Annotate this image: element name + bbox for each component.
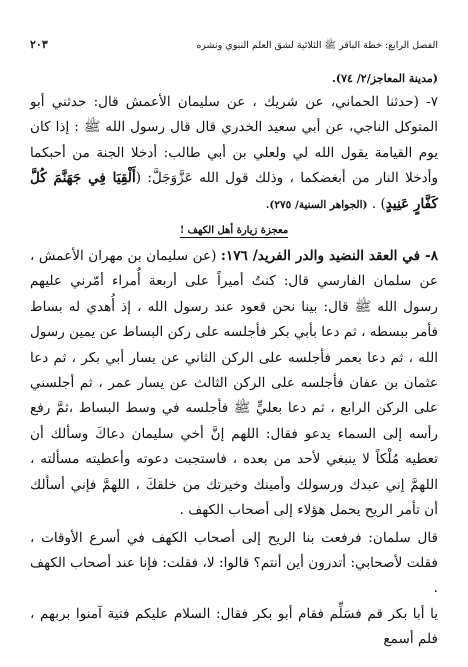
hadith-8-text: (عن سليمان بن مهران الأعمش ، عن سلمان الفارسي قال: كنتُ أميراً على أربعة أُمراء أمّرني عليهم رسول الله ﷺ قال: بينا نحن قعود عند رسول الله ، إذ أُهدي له بساط فأمر ببسطه ، ثم دعا بأبي بكر فأجلسه على ركن البساط عن يمين رسول الله ، ثم دعا بعمر فأجلسه على الركن الثاني عن يسار أبي بكر ، ثم دعا عثمان بن عفان فأجلسه على الركن الثالث عن يسار عمر ، ثم أجلسني على الركن الرابع ، ثم دعا بعليٍّ ﷺ فأجلسه في وسط البساط ،ثمَّ رفع رأسه إلى السماء يدعو فقال: اللهم إنَّ أخي سليمان دعاكَ وسألك أن تعطيه مُلْكاً لا ينبغي لأحد من بعده ، فاستجبت دعوته وأعطيته مسألته ، اللهمَّ إني عبدك ورسولك وأمينك وخيرتك من خلقكَ ، اللهمَّ فإني أسألك أن تأمر الريح يحمل هؤلاء إلى أصحاب الكهف . [30,248,438,519]
running-title: الفصل الرابع: خطة الباقر ﷺ الثلاثية لشق العلم النبوي ونشره [196,40,438,51]
hadith-7-text: ٧- (حدثنا الحماني، عن شريك ، عن سليمان الأعمش قال: حدثني أبو المتوكل الناجي، عن أبي سعيد الخدري قال قال رسول الله ﷺ : إذا كان يوم القيامة يقول الله لي ولعلي بن أبي طالب: أدخلا الجنة من أحبكما وأدخلا النار من أبغضكما ، وذلك قول الله عَزَّوَجَلَّ: [30,94,439,187]
hadith-7: ٧- (حدثنا الحماني، عن شريك ، عن سليمان الأعمش قال: حدثني أبو المتوكل الناجي، عن أبي سعيد الخدري قال قال رسول الله ﷺ : إذا كان يوم القيامة يقول الله لي ولعلي بن أبي طالب: أدخلا الجنة من أحبكما وأدخلا النار من أبغضكما ، وذلك قول الله عَزَّوَجَلَّ: (أَلْقِيَا فِي جَهَنَّمَ كُلَّ كَفَّارٍ عَنِيدٍ) . (الجواهر السنية/ ٢٧٥). [30,94,439,212]
section-heading-text: معجزة زيارة أهل الكهف ! [179,225,289,237]
body-text [30,68,438,653]
hadith-7-close: ) . [371,195,386,212]
paragraph-salman: قال سلمان: فرفعت بنا الريح إلى أصحاب الكهف في أسرع الأوقات ، فقلت لأصحابي: أتدرون أين أنتم؟ قالوا: لا، فقلت: فإنا عند أصحاب الكهف . [30,529,438,597]
book-page [30,38,438,648]
section-heading [30,222,438,240]
page-number: ٢٠٣ [30,38,48,51]
quran-verse: أَلْقِيَا فِي جَهَنَّمَ كُلَّ كَفَّارٍ عَنِيدٍ [30,170,438,212]
paragraph-last: يا أبا بكر قم فسَلِّم فقام أبو بكر فقال: السلام عليكم فتية آمنوا بربهم ، فلم أسمع [30,605,438,648]
hadith-7-source: (الجواهر السنية/ ٢٧٥). [265,198,368,211]
source-reference-top: (مدينة المعاجز/٢/ ٧٤). [332,72,438,85]
hadith-8 [30,244,438,523]
hadith-8-source-lead: ٨- في العقد النضيد والدر الفريد/ ١٧٦: [220,248,438,265]
page-header [30,38,438,54]
